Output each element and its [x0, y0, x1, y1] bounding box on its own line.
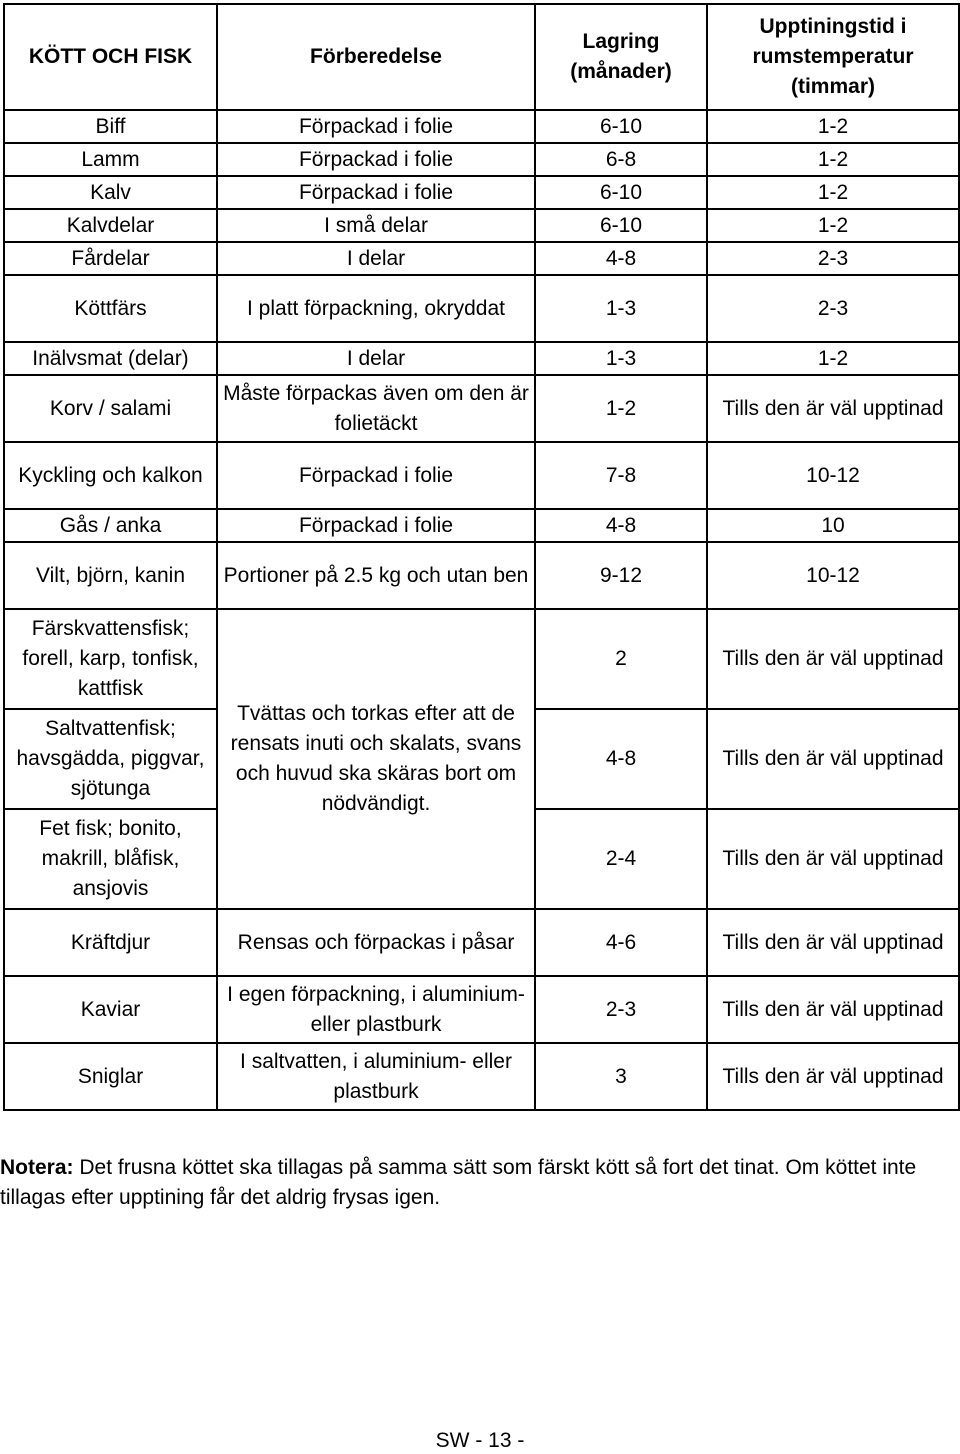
table-cell: 9-12 [535, 542, 707, 609]
table-cell: 7-8 [535, 442, 707, 509]
table-cell: I platt förpackning, okryddat [217, 275, 535, 342]
table-row [4, 976, 959, 1043]
table-cell: Gås / anka [4, 509, 217, 542]
table-cell: 4-8 [535, 242, 707, 275]
table-row [4, 375, 959, 442]
table-cell: 6-10 [535, 176, 707, 209]
table-cell: Förpackad i folie [217, 143, 535, 176]
table-cell: Köttfärs [4, 275, 217, 342]
table-cell: 6-8 [535, 143, 707, 176]
table-cell: Lamm [4, 143, 217, 176]
table-cell: 6-10 [535, 110, 707, 143]
table-cell: 4-6 [535, 909, 707, 976]
table-cell: 10-12 [707, 442, 959, 509]
table-cell: 1-2 [707, 342, 959, 375]
note-text: Det frusna köttet ska tillagas på samma sätt som färskt kött så fort det tinat. Om köttet inte tillagas efter upptining får det aldrig frysas igen. [0, 1156, 917, 1209]
header-cell: Upptiningstid i rumstemperatur (timmar) [707, 4, 959, 110]
table-cell: I egen förpackning, i aluminium- eller plastburk [217, 976, 535, 1043]
table-cell: Kaviar [4, 976, 217, 1043]
table-cell: Kalvdelar [4, 209, 217, 242]
header-cell: KÖTT OCH FISK [4, 4, 217, 110]
table-cell: Portioner på 2.5 kg och utan ben [217, 542, 535, 609]
table-cell: I små delar [217, 209, 535, 242]
table-cell: Fet fisk; bonito, makrill, blåfisk, ansjovis [4, 809, 217, 909]
table-cell: Tills den är väl upptinad [707, 709, 959, 809]
table-cell: Tills den är väl upptinad [707, 809, 959, 909]
table-cell: Korv / salami [4, 375, 217, 442]
page-number: SW - 13 - [435, 1429, 525, 1452]
table-cell: Saltvattenfisk; havsgädda, piggvar, sjötunga [4, 709, 217, 809]
table-cell: 1-3 [535, 275, 707, 342]
table-cell: Kyckling och kalkon [4, 442, 217, 509]
freezing-table [3, 3, 960, 1111]
table-cell: Tills den är väl upptinad [707, 1043, 959, 1110]
table-cell: 1-2 [707, 209, 959, 242]
table-cell: I saltvatten, i aluminium- eller plastburk [217, 1043, 535, 1110]
table-row [4, 110, 959, 143]
table-cell: Vilt, björn, kanin [4, 542, 217, 609]
table-header-row [4, 4, 959, 110]
note-paragraph [0, 1153, 958, 1213]
table-cell: Biff [4, 110, 217, 143]
note-label: Notera: [0, 1156, 74, 1179]
table-cell: 2-3 [707, 242, 959, 275]
table-cell: 2-4 [535, 809, 707, 909]
table-cell: 4-8 [535, 509, 707, 542]
table-cell: Inälvsmat (delar) [4, 342, 217, 375]
table-cell: 10-12 [707, 542, 959, 609]
table-cell: Färskvattensfisk; forell, karp, tonfisk, kattfisk [4, 609, 217, 709]
table-row [4, 1043, 959, 1110]
table-cell: 1-3 [535, 342, 707, 375]
table-row [4, 609, 959, 709]
table-cell: Förpackad i folie [217, 110, 535, 143]
table-cell: 1-2 [707, 176, 959, 209]
fish-preparation-cell: Tvättas och torkas efter att de rensats inuti och skalats, svans och huvud ska skäras bort om nödvändigt. [217, 609, 535, 909]
table-cell: 1-2 [535, 375, 707, 442]
table-cell: Förpackad i folie [217, 509, 535, 542]
table-cell: Förpackad i folie [217, 442, 535, 509]
table-cell: 3 [535, 1043, 707, 1110]
table-row [4, 442, 959, 509]
table-cell: Kalv [4, 176, 217, 209]
header-cell: Lagring (månader) [535, 4, 707, 110]
header-cell: Förberedelse [217, 4, 535, 110]
table-cell: 1-2 [707, 143, 959, 176]
table-cell: 2-3 [535, 976, 707, 1043]
table-row [4, 909, 959, 976]
table-cell: Sniglar [4, 1043, 217, 1110]
table-cell: I delar [217, 342, 535, 375]
table-cell: 2-3 [707, 275, 959, 342]
table-cell: 4-8 [535, 709, 707, 809]
table-cell: I delar [217, 242, 535, 275]
table-cell: Tills den är väl upptinad [707, 909, 959, 976]
table-row [4, 143, 959, 176]
table-row [4, 342, 959, 375]
table-row [4, 275, 959, 342]
table-cell: Tills den är väl upptinad [707, 609, 959, 709]
table-cell: Tills den är väl upptinad [707, 976, 959, 1043]
table-cell: 10 [707, 509, 959, 542]
table-cell: Tills den är väl upptinad [707, 375, 959, 442]
table-row [4, 509, 959, 542]
table-row [4, 176, 959, 209]
table-cell: Fårdelar [4, 242, 217, 275]
table-row [4, 242, 959, 275]
table-row [4, 542, 959, 609]
table-cell: 2 [535, 609, 707, 709]
table-cell: 6-10 [535, 209, 707, 242]
table-row [4, 209, 959, 242]
table-cell: Måste förpackas även om den är folietäckt [217, 375, 535, 442]
table-cell: Förpackad i folie [217, 176, 535, 209]
table-cell: 1-2 [707, 110, 959, 143]
table-cell: Rensas och förpackas i påsar [217, 909, 535, 976]
table-cell: Kräftdjur [4, 909, 217, 976]
